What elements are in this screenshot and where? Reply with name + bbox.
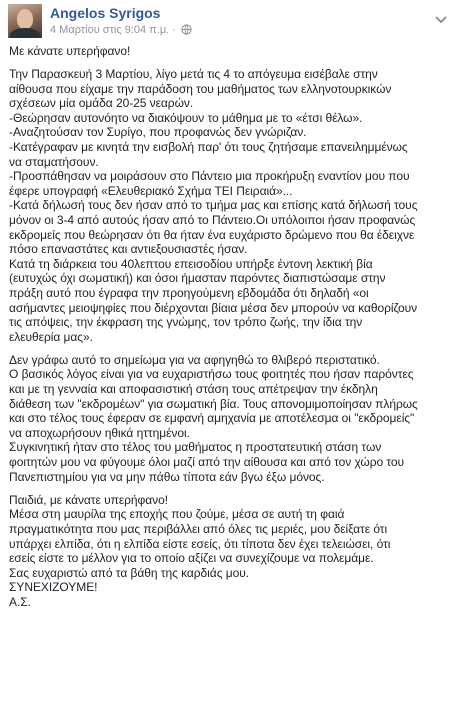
- post-text-line: -Προσπάθησαν να μοιράσουν στο Πάντειο μια προκήρυξη εναντίον μου που: [9, 169, 410, 184]
- post-text-line: να αποχωρήσουν ηθικά ηττημένοι.: [9, 425, 190, 440]
- post-text-line: Ο βασικός λόγος είναι για να ευχαριστήσω τους φοιτητές που ήσαν παρόντες: [9, 367, 414, 382]
- post-paragraph: [9, 44, 455, 59]
- post-text-line: -Κατέγραφαν με κινητά την εισβολή παρ' ότι τους ζητήσαμε επανειλημμένως: [9, 140, 408, 155]
- avatar-face: [17, 9, 33, 29]
- avatar-shoulders: [10, 28, 40, 38]
- post-text-line: πραγματικότητα που μας περιβάλλει από όλες τις μεριές, μου δείξατε ότι: [9, 521, 388, 536]
- post-body: [9, 44, 455, 609]
- post-paragraph: [9, 353, 455, 484]
- post-text-line: Α.Σ.: [9, 594, 31, 609]
- author-name[interactable]: Angelos Syrigos: [50, 5, 161, 21]
- post-text-line: Πανεπιστημίου για να μην πάθω τίποτα εάν βγω έξω μόνος.: [9, 469, 325, 484]
- post-text-line: μόνον οι 3-4 από αυτούς ήσαν από το Πάντειο.Οι υπόλοιποι ήσαν προφανώς: [9, 213, 416, 228]
- post-text-line: διάθεση των "εκδρομέων" για σωματική βία. Τους απονομιμοποίησαν πλήρως: [9, 396, 418, 411]
- post-text-line: Συγκινητική ήταν στο τέλος του μαθήματος η προστατευτική στάση των: [9, 440, 382, 455]
- post-text-line: Δεν γράφω αυτό το σημείωμα για να αφηγηθώ το θλιβερό περιστατικό.: [9, 352, 380, 367]
- paragraph-gap: [9, 344, 455, 353]
- post-text-line: Σας ευχαριστώ από τα βάθη της καρδιάς μου.: [9, 565, 249, 580]
- post-text-line: υπάρχει ελπίδα, ότι η ελπίδα είστε εσείς, ότι τίποτα δεν έχει τελειώσει, ότι: [9, 536, 391, 551]
- post-paragraph: [9, 67, 455, 344]
- post-text-line: και στο τέλος τους έφεραν σε εμφανή αμηχανία με αποτέλεσμα οι "εκδρομείς": [9, 411, 415, 426]
- post-text-line: να σταματήσουν.: [9, 154, 99, 169]
- paragraph-gap: [9, 484, 455, 493]
- post-text-line: σχέσεων μία ομάδα 20-25 νεαρών.: [9, 96, 194, 111]
- post-text-line: εσείς είστε το μέλλον για το οποίο αξίζει να συνεχίζουμε να πολεμάμε.: [9, 551, 374, 566]
- post-text-line: Κατά τη διάρκεια του 40λεπτου επεισοδίου υπήρξε έντονη λεκτική βία: [9, 256, 373, 271]
- post-text-line: πόσο επαναστάτες και αντιεξουσιαστές ήσαν.: [9, 242, 248, 257]
- post-text-line: αίθουσα που είχαμε την παράδοση του μαθήματος των ελληνοτουρκικών: [9, 81, 392, 96]
- post-text-line: Μέσα στη μαυρίλα της εποχής που ζούμε, μέσα σε αυτή τη φαιά: [9, 507, 345, 522]
- post-text-line: και με τη γενναία και αποφασιστική στάση τους απέτρεψαν την έκδηλη: [9, 382, 378, 397]
- post-text-line: (ευτυχώς όχι σωματική) και όσοι ήμασταν παρόντες διαπιστώσαμε στην: [9, 271, 386, 286]
- post-text-line: Παιδιά, με κάνατε υπερήφανο!: [9, 492, 168, 507]
- post-text-line: έφερε υπογραφή «Ελευθεριακό Σχήμα ΤΕΙ Πειραιά»...: [9, 183, 293, 198]
- post-text-line: -Θεώρησαν αυτονόητο να διακόψουν το μάθημα με το «έτσι θέλω».: [9, 110, 363, 125]
- post-text-line: τις απόψεις, την έκφραση της γνώμης, τον τρόπο ζωής, την ίδια την: [9, 315, 363, 330]
- avatar[interactable]: [8, 4, 42, 38]
- post-text-line: ελευθερία μας».: [9, 329, 93, 344]
- chevron-down-icon[interactable]: [434, 12, 448, 22]
- post-text-line: πράξη αυτό που έγραφα την προηγούμενη εβδομάδα ότι δηλαδή «οι: [9, 286, 369, 300]
- post-text-line: φοιτητών μου να φύγουμε όλοι μαζί από την αίθουσα και από τον χώρο του: [9, 455, 405, 470]
- post-text-line: ασήμαντες μειοψηφίες που διέρχονται βίαια μέσα δεν μπορούν να καθορίζουν: [9, 300, 418, 315]
- post-text-line: -Αναζητούσαν τον Συρίγο, που προφανώς δεν γνώριζαν.: [9, 125, 307, 140]
- globe-icon[interactable]: [181, 24, 192, 38]
- post-text-line: Την Παρασκευή 3 Μαρτίου, λίγο μετά τις 4 το απόγευμα εισέβαλε στην: [9, 67, 378, 82]
- post-text-line: εκδρομείς που θεώρησαν ότι θα ήταν ένα ευχάριστο δρώμενο που θα έδειχνε: [9, 227, 415, 242]
- post-text-line: ΣΥΝΕΧΙΖΟΥΜΕ!: [9, 580, 98, 595]
- post-text-line: Με κάνατε υπερήφανο!: [9, 44, 131, 58]
- paragraph-gap: [9, 59, 455, 68]
- post-paragraph: [9, 493, 455, 610]
- post-text-line: -Κατά δήλωσή τους δεν ήσαν από το τμήμα μας και επίσης κατά δήλωσή τους: [9, 198, 418, 213]
- post-timestamp[interactable]: 4 Μαρτίου στις 9:04 π.μ. ·: [50, 24, 176, 36]
- post-meta: [50, 24, 192, 38]
